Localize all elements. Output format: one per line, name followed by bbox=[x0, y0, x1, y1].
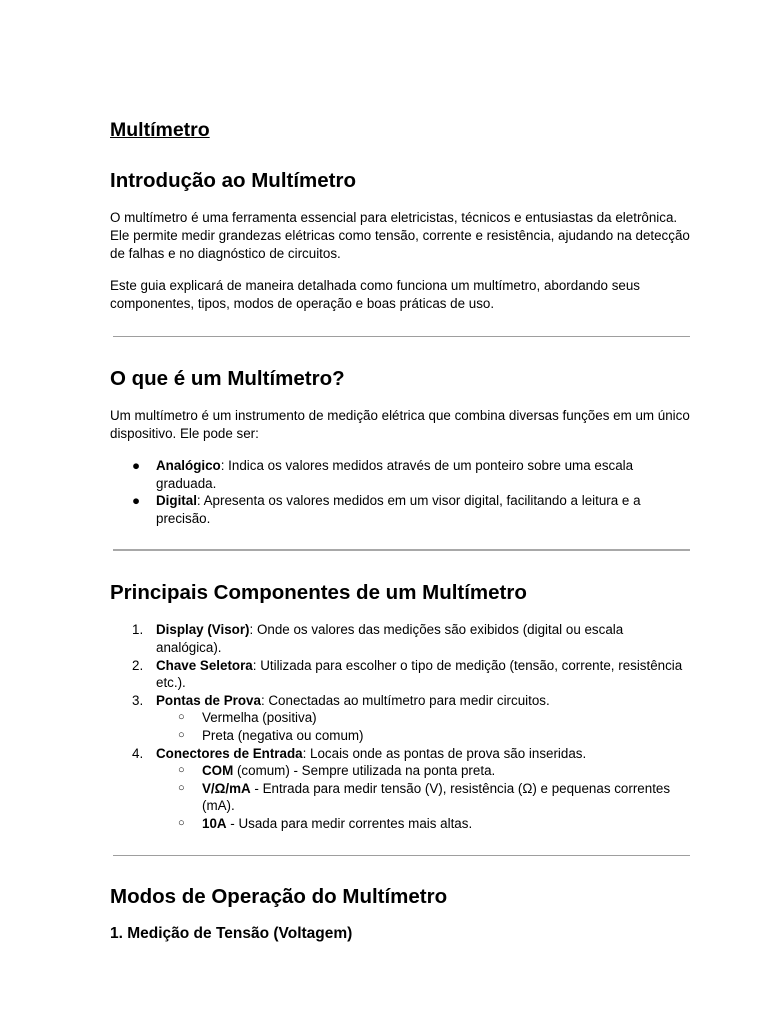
list-item-text: : Locais onde as pontas de prova são inseridas. bbox=[302, 745, 587, 761]
list-item-text: : Apresenta os valores medidos em um visor digital, facilitando a leitura e a precisão. bbox=[156, 493, 641, 526]
list-item bbox=[110, 745, 690, 833]
list-item bbox=[110, 492, 690, 527]
list-item-text: : Indica os valores medidos através de um ponteiro sobre uma escala graduada. bbox=[156, 458, 634, 491]
sub-list-item-term: 10A bbox=[202, 815, 227, 831]
intro-paragraph-1: O multímetro é uma ferramenta essencial para eletricistas, técnicos e entusiastas da eletrônica. Ele permite medir grandezas elétricas como tensão, corrente e resistência, ajudando na detecção de falhas e no diagnóstico de circuitos. bbox=[110, 210, 690, 261]
list-item-text: : Onde os valores das medições são exibidos (digital ou escala analógica). bbox=[156, 622, 624, 655]
sub-list-item bbox=[156, 709, 690, 727]
document-title: Multímetro bbox=[110, 119, 210, 141]
circle-bullet-marker: ○ bbox=[178, 781, 185, 794]
horizontal-rule bbox=[113, 336, 690, 337]
sub-list-item-text: Vermelha (positiva) bbox=[202, 710, 317, 726]
sub-list-item bbox=[156, 727, 690, 745]
horizontal-rule bbox=[113, 549, 690, 551]
sub-list-item-text: - Entrada para medir tensão (V), resistência (Ω) e pequenas correntes (mA). bbox=[202, 780, 671, 814]
circle-bullet-marker: ○ bbox=[178, 711, 185, 724]
list-item-term: Analógico bbox=[156, 458, 221, 473]
list-item bbox=[110, 621, 690, 656]
sub-list-item-text: (comum) - Sempre utilizada na ponta preta. bbox=[233, 763, 496, 779]
what-is-heading: O que é um Multímetro? bbox=[110, 367, 345, 390]
sub-list-item-text: Preta (negativa ou comum) bbox=[202, 727, 364, 743]
sub-list-item bbox=[156, 815, 690, 833]
circle-bullet-marker: ○ bbox=[178, 728, 185, 741]
sub-list-item-term: COM bbox=[202, 763, 234, 779]
list-item bbox=[110, 657, 690, 692]
voltage-measurement-heading: 1. Medição de Tensão (Voltagem) bbox=[110, 924, 353, 942]
modes-heading: Modos de Operação do Multímetro bbox=[110, 884, 448, 908]
bullet-marker: ● bbox=[132, 493, 141, 509]
sub-list bbox=[156, 762, 690, 832]
list-item-term: Chave Seletora bbox=[156, 657, 253, 673]
list-item-text: : Conectadas ao multímetro para medir circuitos. bbox=[260, 692, 550, 708]
sub-list-item-term: V/Ω/mA bbox=[202, 780, 251, 796]
components-numbered-list bbox=[110, 621, 690, 832]
bullet-marker: ● bbox=[132, 458, 141, 473]
circle-bullet-marker: ○ bbox=[178, 816, 185, 829]
number-marker: 3. bbox=[132, 692, 144, 708]
number-marker: 2. bbox=[132, 657, 144, 673]
circle-bullet-marker: ○ bbox=[178, 764, 185, 777]
sub-list bbox=[156, 709, 690, 744]
type-bullet-list bbox=[110, 457, 690, 527]
intro-heading: Introdução ao Multímetro bbox=[110, 169, 356, 192]
sub-list-item bbox=[156, 780, 690, 815]
sub-list-item bbox=[156, 762, 690, 780]
horizontal-rule bbox=[113, 855, 690, 856]
components-heading: Principais Componentes de um Multímetro bbox=[110, 581, 527, 605]
number-marker: 1. bbox=[132, 622, 144, 638]
number-marker: 4. bbox=[132, 745, 144, 761]
list-item-term: Display (Visor) bbox=[156, 622, 250, 638]
what-is-paragraph: Um multímetro é um instrumento de medição elétrica que combina diversas funções em um único dispositivo. Ele pode ser: bbox=[110, 408, 690, 441]
list-item-term: Digital bbox=[156, 493, 197, 509]
list-item-text: : Utilizada para escolher o tipo de medição (tensão, corrente, resistência etc.). bbox=[156, 657, 683, 691]
list-item-term: Pontas de Prova bbox=[156, 692, 261, 708]
list-item bbox=[110, 692, 690, 745]
sub-list-item-text: - Usada para medir correntes mais altas. bbox=[226, 815, 473, 831]
list-item bbox=[110, 457, 690, 492]
intro-paragraph-2: Este guia explicará de maneira detalhada como funciona um multímetro, abordando seus componentes, tipos, modos de operação e boas práticas de uso. bbox=[110, 278, 640, 311]
list-item-term: Conectores de Entrada bbox=[156, 745, 303, 761]
